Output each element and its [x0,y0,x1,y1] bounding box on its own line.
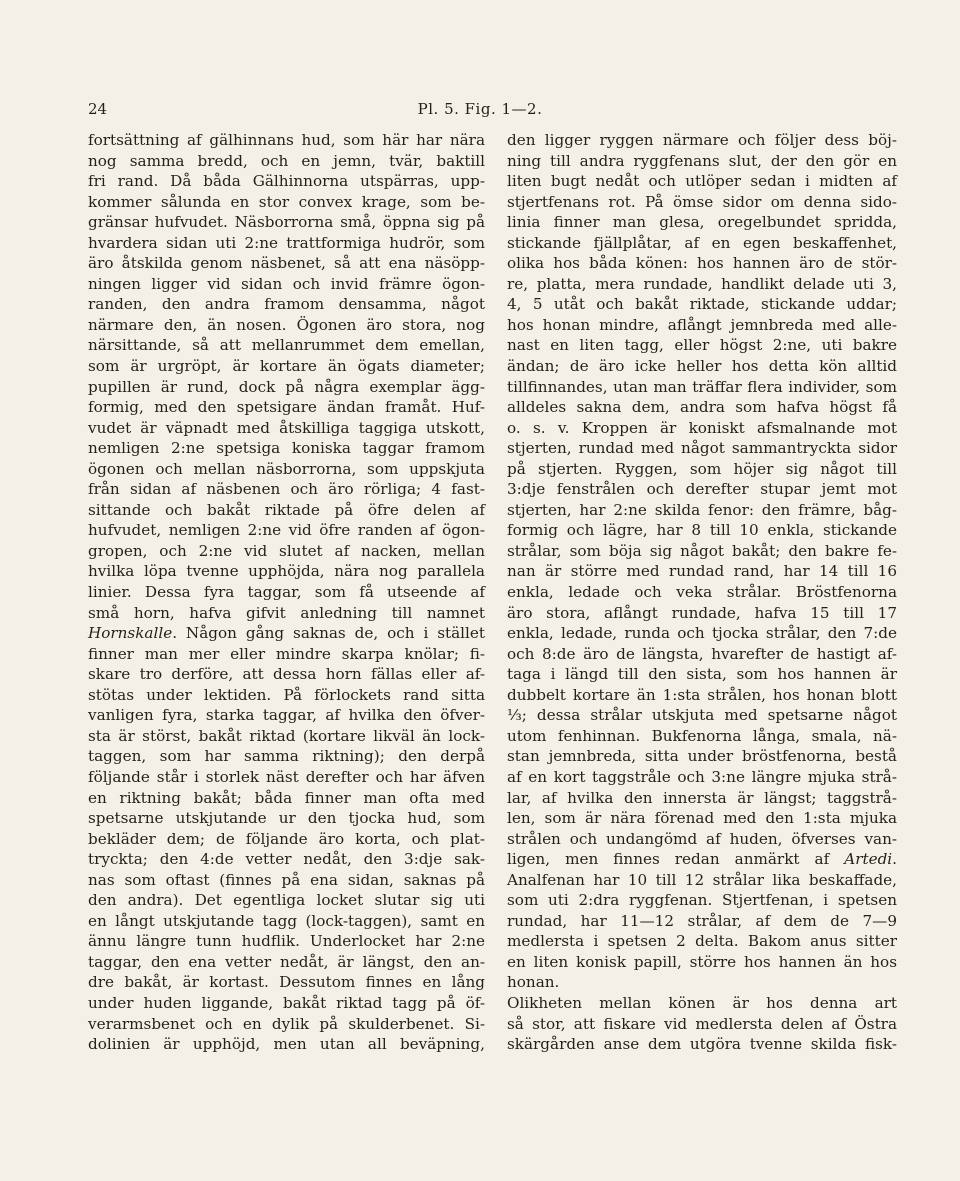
text-line: under huden liggande, bakåt riktad tagg på öf- [88,993,485,1012]
text-line: 4, 5 utåt och bakåt riktade, stickande uddar; [507,295,897,314]
text-line: stjerten, rundad med något sammantryckta sidor [507,439,897,458]
text-line: taggar, den ena vetter nedåt, är längst, den an- [88,952,485,971]
left-text-column [88,130,485,1055]
text-line: hvardera sidan uti 2:ne trattformiga hudrör, som [88,233,485,252]
text-line: lar, af hvilka den innersta är längst; taggstrå- [507,788,897,807]
text-line: små horn, hafva gifvit anledning till namnet [88,603,485,622]
text-line: randen, den andra framom densamma, något [88,295,485,314]
text-line: taga i längd till den sista, som hos hannen är [507,665,897,684]
text-line: ändan; de äro icke heller hos detta kön alltid [507,357,897,376]
text-line: medlersta i spetsen 2 delta. Bakom anus sitter [507,932,897,951]
text-line: nas som oftast (finnes på ena sidan, saknas på [88,870,485,889]
text-line: enkla, ledade och veka strålar. Bröstfenorna [507,583,897,602]
text-line: utom fenhinnan. Bukfenorna långa, smala, nä- [507,726,897,745]
text-line: Olikheten mellan könen är hos denna art [507,993,897,1012]
text-line: olika hos båda könen: hos hannen äro de stör- [507,254,897,273]
text-line: som uti 2:dra ryggfenan. Stjertfenan, i spetsen [507,891,897,910]
text-line: ännu längre tunn hudflik. Underlocket har 2:ne [88,932,485,951]
text-line: dubbelt kortare än 1:sta strålen, hos honan blott [507,685,897,704]
text-line: från sidan af näsbenen och äro rörliga; 4 fast- [88,480,485,499]
text-line: och 8:de äro de längsta, hvarefter de hastigt af- [507,644,897,663]
text-line: sittande och bakåt riktade på öfre delen af [88,500,485,519]
text-line: hufvudet, nemligen 2:ne vid öfre randen af ögon- [88,521,485,540]
text-line: den ligger ryggen närmare och följer dess böj- [507,131,897,149]
text-line: skärgården anse dem utgöra tvenne skilda fisk- [507,1035,897,1054]
text-line: äro stora, aflångt rundade, hafva 15 till 17 [507,603,897,622]
text-line: Hornskalle. Någon gång saknas de, och i stället [88,624,485,643]
text-line: skare tro derföre, att dessa horn fällas eller af- [88,665,485,684]
text-line: 3:dje fenstrålen och derefter stupar jemt mot [507,480,897,499]
right-text-column [507,130,897,1055]
text-line: närmare den, än nosen. Ögonen äro stora, nog [88,315,485,334]
text-line: len, som är nära förenad med den 1:sta mjuka [507,809,897,828]
text-line: formig, med den spetsigare ändan framåt. Huf- [88,398,485,417]
text-line: dolinien är upphöjd, men utan all beväpning, [88,1035,485,1054]
text-line: fortsättning af gälhinnans hud, som här har nära [88,131,485,149]
text-line: pupillen är rund, dock på några exemplar ägg- [88,377,485,396]
text-line: en liten konisk papill, större hos hannen än hos [507,952,897,971]
text-line: taggen, som har samma riktning); den derpå [88,747,485,766]
text-line: sta är störst, bakåt riktad (kortare likväl än lock- [88,726,485,745]
text-line: nemligen 2:ne spetsiga koniska taggar framom [88,439,485,458]
text-line: stjerten, har 2:ne skilda fenor: den främre, båg- [507,500,897,519]
text-line: den andra). Det egentliga locket slutar sig uti [88,891,485,910]
text-line: finner man mer eller mindre skarpa knölar; fi- [88,644,485,663]
text-line: tillfinnandes, utan man träffar flera individer, som [507,377,897,396]
text-line: hos honan mindre, aflångt jemnbreda med alle- [507,315,897,334]
text-line: af en kort taggstråle och 3:ne längre mjuka strå- [507,767,897,786]
text-line: hvilka löpa tvenne upphöjda, nära nog parallela [88,562,485,581]
text-line: som är urgröpt, är kortare än ögats diameter; [88,357,485,376]
text-line: gränsar hufvudet. Näsborrorna små, öppna sig på [88,213,485,232]
text-line: bekläder dem; de följande äro korta, och plat- [88,829,485,848]
text-line: äro åtskilda genom näsbenet, så att ena näsöpp- [88,254,485,273]
text-line: en långt utskjutande tagg (lock-taggen), samt en [88,911,485,930]
text-line: följande står i storlek näst derefter och har äfven [88,767,485,786]
text-line: ögonen och mellan näsborrorna, som uppskjuta [88,459,485,478]
text-line: enkla, ledade, runda och tjocka strålar, den 7:de [507,624,897,643]
text-line: stickande fjällplåtar, af en egen beskaffenhet, [507,233,897,252]
text-line: nog samma bredd, och en jemn, tvär, baktill [88,151,485,170]
text-line: formig och lägre, har 8 till 10 enkla, stickande [507,521,897,540]
text-line: nast en liten tagg, eller högst 2:ne, uti bakre [507,336,897,355]
text-line: verarmsbenet och en dylik på skulderbenet. Si- [88,1014,485,1033]
text-line: strålar, som böja sig något bakåt; den bakre fe- [507,541,897,560]
text-line: strålen och undangömd af huden, öfverses van- [507,829,897,848]
text-line: vudet är väpnadt med åtskilliga taggiga utskott, [88,418,485,437]
text-line: re, platta, mera rundade, handlikt delade uti 3, [507,274,897,293]
page-number: 24 [88,100,108,118]
text-line: kommer sålunda en stor convex krage, som be- [88,192,485,211]
text-line: en riktning bakåt; båda finner man ofta med [88,788,485,807]
text-line: linia finner man glesa, oregelbundet spridda, [507,213,897,232]
text-line: ning till andra ryggfenans slut, der den gör en [507,151,897,170]
plate-figure-reference: Pl. 5. Fig. 1—2. [417,100,543,118]
text-line: på stjerten. Ryggen, som höjer sig något till [507,459,897,478]
text-line: alldeles sakna dem, andra som hafva högst få [507,398,897,417]
text-line: vanligen fyra, starka taggar, af hvilka den öfver- [88,706,485,725]
text-line: tryckta; den 4:de vetter nedåt, den 3:dje sak- [88,850,485,869]
text-line: stan jemnbreda, sitta under bröstfenorna, bestå [507,747,897,766]
text-line: stötas under lektiden. På förlockets rand sitta [88,685,485,704]
text-line: ligen, men finnes redan anmärkt af Artedi. [507,850,897,869]
text-line: spetsarne utskjutande ur den tjocka hud, som [88,809,485,828]
text-line: ⅓; dessa strålar utskjuta med spetsarne något [507,706,897,725]
text-line: o. s. v. Kroppen är koniskt afsmalnande mot [507,418,897,437]
text-line: stjertfenans rot. På ömse sidor om denna sido- [507,192,897,211]
text-line: nan är större med rundad rand, har 14 till 16 [507,562,897,581]
text-line: så stor, att fiskare vid medlersta delen af Östra [507,1014,897,1033]
text-line: honan. [507,973,560,992]
text-line: liten bugt nedåt och utlöper sedan i midten af [507,172,897,191]
text-line: gropen, och 2:ne vid slutet af nacken, mellan [88,541,485,560]
text-line: ningen ligger vid sidan och invid främre ögon- [88,274,485,293]
text-line: närsittande, så att mellanrummet dem emellan, [88,336,485,355]
text-line: linier. Dessa fyra taggar, som få utseende af [88,583,485,602]
text-line: fri rand. Då båda Gälhinnorna utspärras, upp- [88,172,485,191]
text-line: Analfenan har 10 till 12 strålar lika beskaffade, [507,870,897,889]
text-line: rundad, har 11—12 strålar, af dem de 7—9 [507,911,897,930]
running-header [88,100,872,124]
text-line: dre bakåt, är kortast. Dessutom finnes en lång [88,973,485,992]
